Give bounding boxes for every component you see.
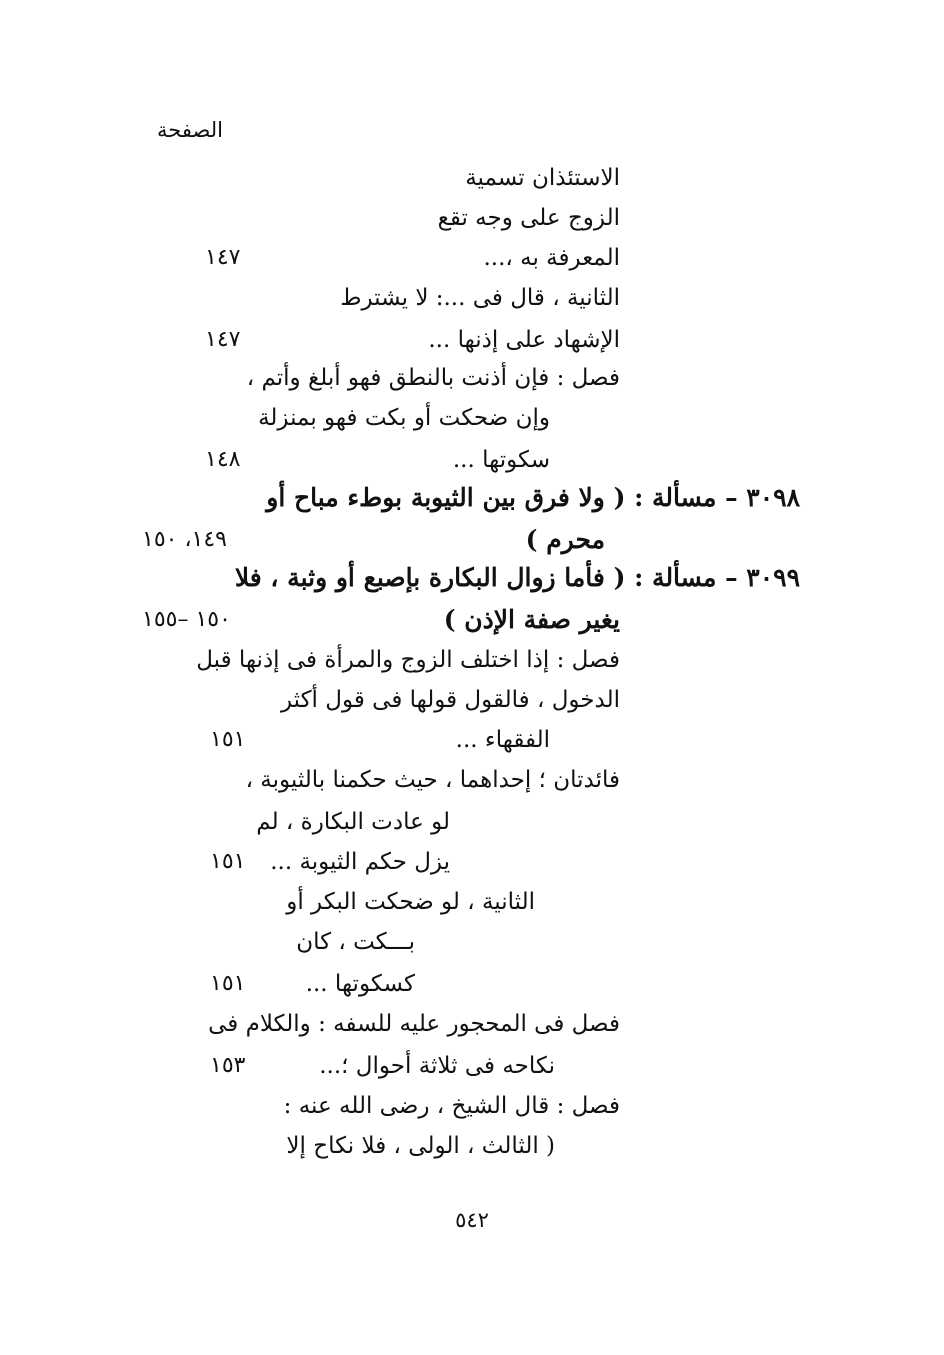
entry-text: سكوتها ...: [452, 447, 550, 473]
entry-text: الإشهاد على إذنها ...: [428, 327, 620, 353]
index-line: [150, 478, 800, 518]
entry-text: بـــكت ، كان: [296, 929, 415, 955]
entry-text: ٣٠٩٨ – مسألة : ( ولا فرق بين الثيوبة بوطء مباح أو: [266, 483, 800, 512]
entry-text: الفقهاء ...: [455, 727, 550, 753]
index-line: [150, 720, 800, 760]
index-line: [150, 964, 800, 1004]
index-line: [150, 558, 800, 598]
index-line: [150, 842, 800, 882]
index-line: [150, 1126, 800, 1166]
index-line: [150, 398, 800, 438]
entry-text: الزوج على وجه تقع: [437, 205, 620, 231]
index-line: [142, 520, 800, 560]
entry-text: فائدتان ؛ إحداهما ، حيث حكمنا بالثيوبة ،: [245, 767, 620, 793]
index-line: [150, 158, 800, 198]
entry-text: الدخول ، فالقول قولها فى قول أكثر: [280, 687, 620, 713]
index-line: [150, 1004, 800, 1044]
index-line: [150, 760, 800, 800]
index-line: [150, 640, 800, 680]
entry-page: ١٤٨: [205, 447, 241, 472]
entry-page: ١٤٧: [205, 327, 241, 352]
entry-text: لو عادت البكارة ، لم: [256, 809, 450, 835]
entry-text: يغير صفة الإذن ): [443, 605, 620, 634]
index-line: [150, 440, 800, 480]
index-line: [142, 600, 800, 640]
entry-page: ١٥٠ –١٥٥: [142, 607, 231, 632]
entry-page: ١٤٧: [205, 245, 241, 270]
index-line: [150, 358, 800, 398]
entry-text: ( الثالث ، الولى ، فلا نكاح إلا: [286, 1133, 555, 1159]
index-line: [150, 320, 800, 360]
entry-text: المعرفة به ،...: [483, 245, 620, 271]
index-line: [150, 238, 800, 278]
entry-text: فصل : إذا اختلف الزوج والمرأة فى إذنها قبل: [196, 647, 620, 673]
entry-text: فصل : قال الشيخ ، رضى الله عنه :: [283, 1093, 620, 1119]
entry-text: الاستئذان تسمية: [465, 165, 620, 191]
entry-text: الثانية ، لو ضحكت البكر أو: [286, 889, 535, 915]
entry-text: ٣٠٩٩ – مسألة : ( فأما زوال البكارة بإصبع أو وثبة ، فلا: [234, 563, 800, 592]
index-line: [150, 1046, 800, 1086]
entry-page: ١٤٩، ١٥٠: [142, 527, 227, 552]
index-line: [150, 680, 800, 720]
index-line: [150, 882, 800, 922]
entry-text: محرم ): [525, 525, 605, 554]
entry-text: كسكوتها ...: [305, 971, 415, 997]
entry-text: يزل حكم الثيوبة ...: [270, 849, 450, 875]
entry-page: ١٥١: [210, 849, 246, 874]
entry-text: وإن ضحكت أو بكت فهو بمنزلة: [258, 405, 550, 431]
entry-page: ١٥١: [210, 727, 246, 752]
entry-text: فصل : فإن أذنت بالنطق فهو أبلغ وأتم ،: [246, 365, 620, 391]
entry-text: فصل فى المحجور عليه للسفه : والكلام فى: [208, 1011, 620, 1037]
index-line: [150, 278, 800, 318]
index-line: [150, 922, 800, 962]
entry-page: ١٥١: [210, 971, 246, 996]
index-line: [150, 1086, 800, 1126]
page-column-label: الصفحة: [157, 118, 223, 142]
entry-page: ١٥٣: [210, 1053, 246, 1078]
page-number: ٥٤٢: [455, 1208, 489, 1232]
index-line: [150, 198, 800, 238]
entry-text: الثانية ، قال فى ...: لا يشترط: [340, 285, 620, 311]
index-line: [150, 802, 800, 842]
entry-text: نكاحه فى ثلاثة أحوال ؛...: [319, 1053, 555, 1079]
